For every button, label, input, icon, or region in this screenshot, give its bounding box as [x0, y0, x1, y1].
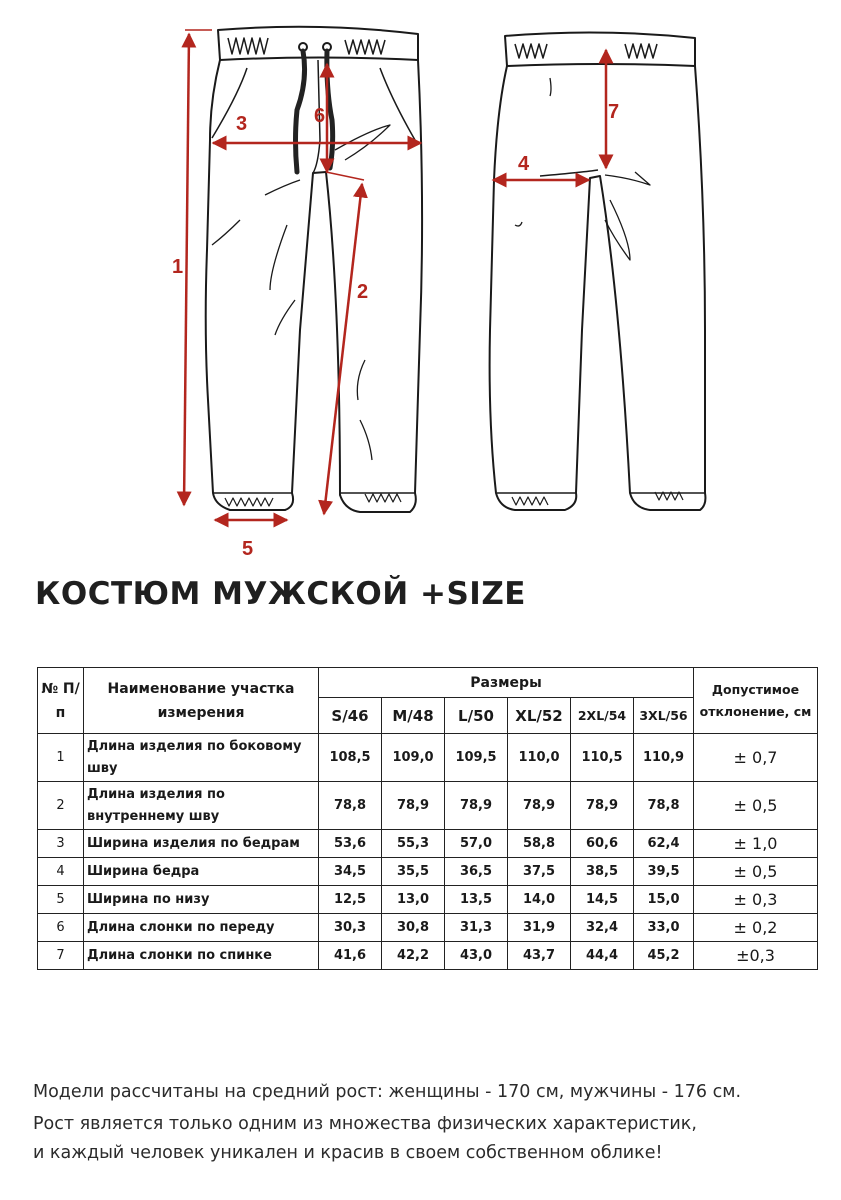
table-row [38, 942, 818, 970]
cell-value: 58,8 [508, 830, 571, 858]
measure-label-7: 7 [608, 101, 620, 123]
page-title: КОСТЮМ МУЖСКОЙ +SIZE [35, 576, 526, 612]
col-header-num: № П/п [38, 668, 84, 734]
front-view-drawing [206, 27, 422, 512]
cell-value: 13,0 [382, 886, 445, 914]
cell-value: 57,0 [445, 830, 508, 858]
cell-value: 60,6 [571, 830, 634, 858]
cell-value: 30,8 [382, 914, 445, 942]
cell-value: 78,9 [571, 782, 634, 830]
cell-value: 55,3 [382, 830, 445, 858]
cell-value: 12,5 [319, 886, 382, 914]
cell-value: 14,0 [508, 886, 571, 914]
measure-label-5: 5 [242, 538, 254, 560]
cell-value: 109,5 [445, 734, 508, 782]
size-header: 3XL/56 [634, 698, 694, 734]
row-name: Ширина по низу [84, 886, 319, 914]
cell-value: 43,0 [445, 942, 508, 970]
size-header: S/46 [319, 698, 382, 734]
pants-measurement-diagram [0, 0, 841, 570]
cell-value: 34,5 [319, 858, 382, 886]
back-view-drawing [490, 32, 706, 510]
cell-value: 38,5 [571, 858, 634, 886]
cell-value: 44,4 [571, 942, 634, 970]
cell-value: 42,2 [382, 942, 445, 970]
cell-tolerance: ± 0,5 [694, 782, 818, 830]
cell-value: 31,3 [445, 914, 508, 942]
measure-label-1: 1 [172, 256, 184, 278]
row-num: 4 [38, 858, 84, 886]
cell-tolerance: ± 0,5 [694, 858, 818, 886]
row-name: Длина изделия по внутреннему шву [84, 782, 319, 830]
cell-value: 33,0 [634, 914, 694, 942]
table-row [38, 782, 818, 830]
table-row [38, 914, 818, 942]
cell-value: 110,9 [634, 734, 694, 782]
row-name: Ширина изделия по бедрам [84, 830, 319, 858]
row-name: Длина изделия по боковому шву [84, 734, 319, 782]
cell-value: 13,5 [445, 886, 508, 914]
cell-value: 53,6 [319, 830, 382, 858]
footer-note-line: и каждый человек уникален и красив в своем собственном облике! [33, 1143, 663, 1163]
size-chart-table [37, 667, 818, 970]
table-row [38, 858, 818, 886]
cell-value: 78,9 [508, 782, 571, 830]
table-row [38, 830, 818, 858]
row-num: 5 [38, 886, 84, 914]
row-num: 1 [38, 734, 84, 782]
cell-value: 31,9 [508, 914, 571, 942]
measure-label-2: 2 [357, 281, 369, 303]
cell-value: 35,5 [382, 858, 445, 886]
col-header-sizes: Размеры [319, 668, 694, 698]
size-header: M/48 [382, 698, 445, 734]
cell-value: 39,5 [634, 858, 694, 886]
measure-label-6: 6 [314, 105, 326, 127]
size-header: XL/52 [508, 698, 571, 734]
cell-value: 30,3 [319, 914, 382, 942]
cell-value: 41,6 [319, 942, 382, 970]
row-num: 2 [38, 782, 84, 830]
measurement-labels [172, 101, 619, 560]
cell-tolerance: ± 0,7 [694, 734, 818, 782]
footer-height-note: Модели рассчитаны на средний рост: женщины - 170 см, мужчины - 176 см. [33, 1082, 742, 1102]
cell-value: 45,2 [634, 942, 694, 970]
cell-value: 15,0 [634, 886, 694, 914]
cell-tolerance: ±0,3 [694, 942, 818, 970]
cell-value: 62,4 [634, 830, 694, 858]
footer-note-line: Рост является только одним из множества физических характеристик, [33, 1114, 697, 1134]
size-header: 2XL/54 [571, 698, 634, 734]
cell-value: 78,8 [634, 782, 694, 830]
cell-value: 14,5 [571, 886, 634, 914]
cell-value: 32,4 [571, 914, 634, 942]
row-name: Длина слонки по спинке [84, 942, 319, 970]
row-num: 7 [38, 942, 84, 970]
table-row [38, 734, 818, 782]
cell-value: 78,8 [319, 782, 382, 830]
cell-value: 110,0 [508, 734, 571, 782]
cell-value: 110,5 [571, 734, 634, 782]
cell-value: 78,9 [445, 782, 508, 830]
col-header-name: Наименование участка измерения [84, 668, 319, 734]
cell-value: 78,9 [382, 782, 445, 830]
cell-tolerance: ± 0,3 [694, 886, 818, 914]
cell-value: 36,5 [445, 858, 508, 886]
cell-tolerance: ± 1,0 [694, 830, 818, 858]
size-header: L/50 [445, 698, 508, 734]
cell-value: 37,5 [508, 858, 571, 886]
row-num: 3 [38, 830, 84, 858]
measure-label-3: 3 [236, 113, 248, 135]
row-name: Ширина бедра [84, 858, 319, 886]
row-num: 6 [38, 914, 84, 942]
cell-value: 43,7 [508, 942, 571, 970]
col-header-tolerance: Допустимое отклонение, см [694, 668, 818, 734]
row-name: Длина слонки по переду [84, 914, 319, 942]
measure-label-4: 4 [518, 153, 530, 175]
cell-tolerance: ± 0,2 [694, 914, 818, 942]
cell-value: 109,0 [382, 734, 445, 782]
cell-value: 108,5 [319, 734, 382, 782]
table-row [38, 886, 818, 914]
